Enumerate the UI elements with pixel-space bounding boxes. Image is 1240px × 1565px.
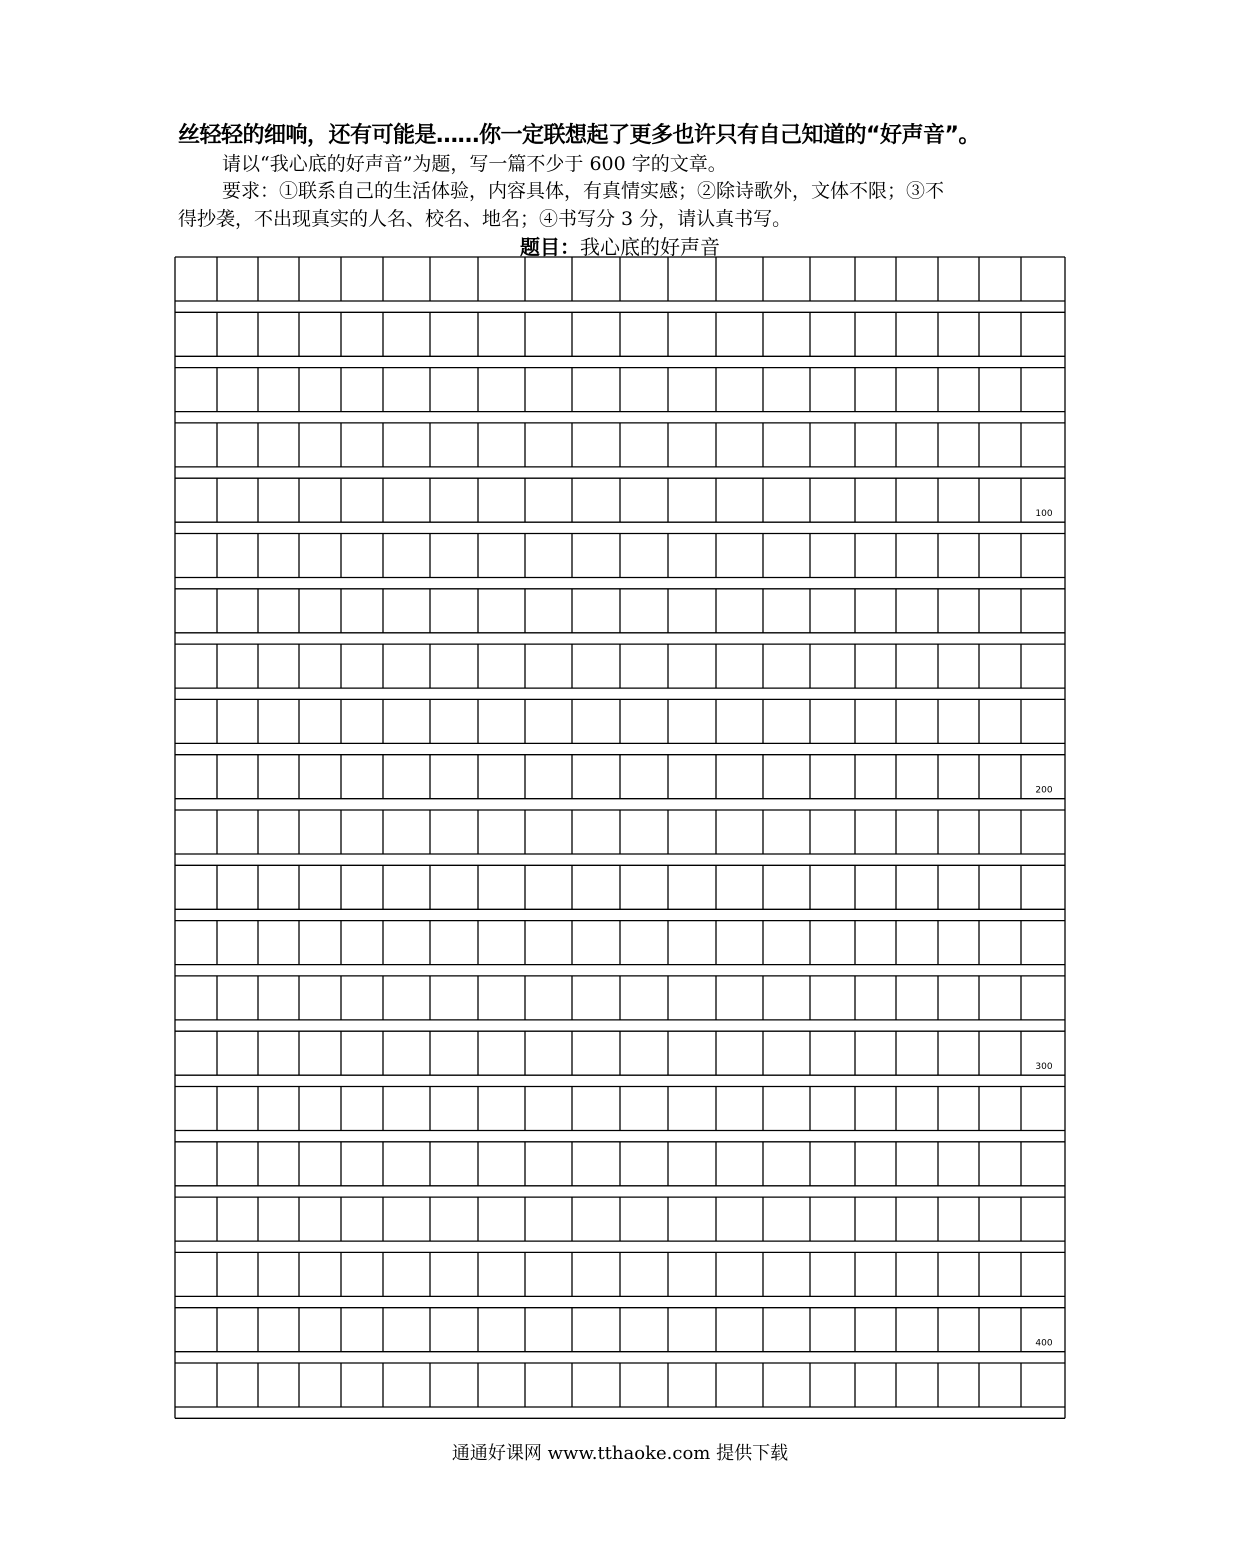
prompt-line-4: 得抄袭，不出现真实的人名、校名、地名；④书写分 3 分，请认真书写。 <box>178 208 792 230</box>
prompt-line-3: 要求：①联系自己的生活体验，内容具体，有真情实感；②除诗歌外，文体不限；③不 <box>222 180 945 202</box>
prompt-line-2: 请以“我心底的好声音”为题，写一篇不少于 600 字的文章。 <box>222 153 727 175</box>
word-count-marker: 100 <box>1035 509 1053 520</box>
essay-title-value: 我心底的好声音 <box>580 235 720 259</box>
word-count-marker: 200 <box>1035 785 1053 796</box>
word-count-marker: 300 <box>1035 1062 1053 1073</box>
footer-credit: 通通好课网 www.tthaoke.com 提供下载 <box>451 1443 789 1464</box>
prompt-line-1: 丝轻轻的细响，还有可能是……你一定联想起了更多也许只有自己知道的“好声音”。 <box>178 123 980 148</box>
essay-title-label: 题目： <box>520 235 580 259</box>
word-count-marker: 400 <box>1035 1338 1053 1349</box>
